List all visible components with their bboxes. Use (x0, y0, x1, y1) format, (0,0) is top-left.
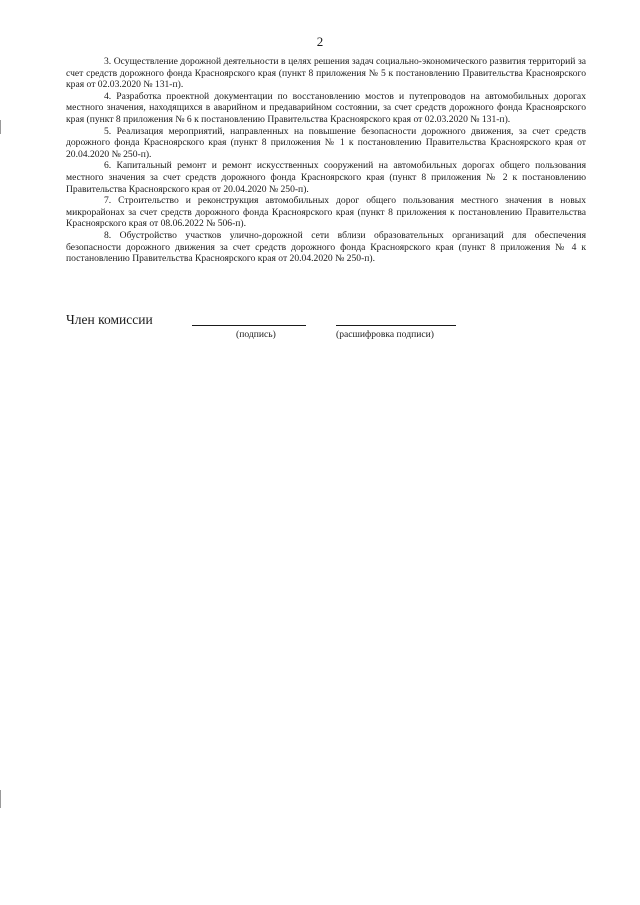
list-item: 8. Обустройство участков улично-дорожной сети вблизи образовательных организаций для обеспечения безопасности дорожного движения за счет средств дорожного фонда Красноярского края (пункт 8 приложения № 4 к постановлению Правительства Красноярского края от 20.04.2020 № 250-п). (66, 229, 586, 265)
list-item: 3. Осуществление дорожной деятельности в целях решения задач социально-экономического развития территорий за счет средств дорожного фонда Красноярского края (пункт 8 приложения № 5 к постановлению Правительства Красноярского края от 02.03.2020 № 131-п). (66, 56, 586, 91)
list-item: 5. Реализация мероприятий, направленных на повышение безопасности дорожного движения, за счет средств дорожного фонда Красноярского края (пункт 8 приложения № 1 к постановлению Правительства Красноярского края от 20.04.2020 № 250-п). (66, 125, 586, 160)
page-number: 2 (316, 34, 324, 49)
list-item: 6. Капитальный ремонт и ремонт искусственных сооружений на автомобильных дорогах общего пользования местного значения за счет средств дорожного фонда Красноярского края (пункт 8 приложения № 2 к постановлению Правительства Красноярского края от 20.04.2020 № 250-п). (66, 160, 586, 195)
signature-caption: (подпись) (236, 329, 276, 340)
signature-decode-caption: (расшифровка подписи) (336, 329, 434, 340)
signature-line (192, 325, 306, 326)
scan-edge-mark (0, 120, 1, 134)
scan-edge-mark (0, 790, 1, 808)
signature-decode-line (336, 325, 456, 326)
list-item: 4. Разработка проектной документации по восстановлению мостов и путепроводов на автомобильных дорогах местного значения, находящихся в аварийном и предаварийном состоянии, за счет средств дорожного фонда Красноярского края (пункт 8 приложения № 6 к постановлению Правительства Красноярского края от 02.03.2020 № 131-п). (66, 90, 586, 125)
document-body (66, 56, 586, 265)
list-item: 7. Строительство и реконструкция автомобильных дорог общего пользования местного значения в новых микрорайонах за счет средств дорожного фонда Красноярского края (пункт 8 приложения к постановлению Правительства Красноярского края от 08.06.2022 № 506-п). (66, 195, 586, 230)
signature-label: Член комиссии (66, 312, 153, 327)
signature-block (66, 312, 586, 352)
